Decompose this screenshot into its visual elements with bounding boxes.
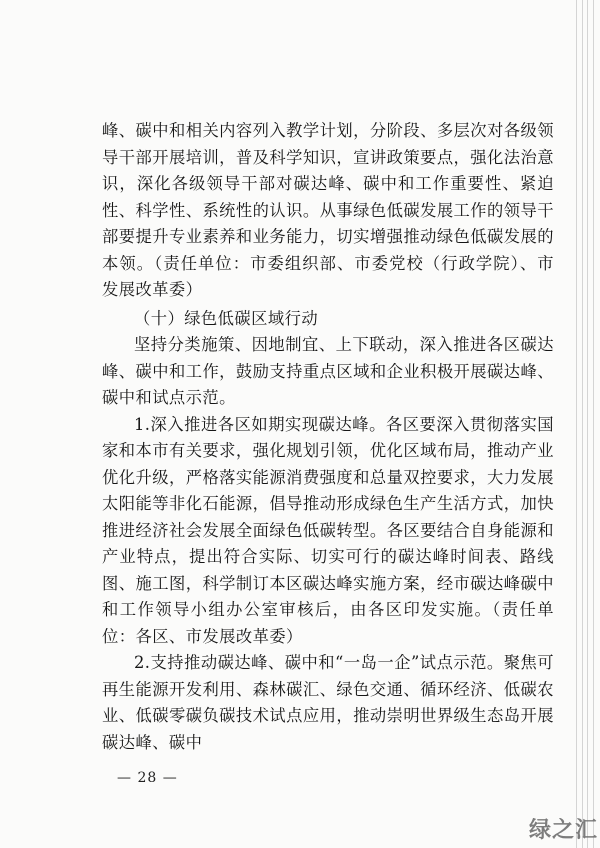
paragraph-intro: 坚持分类施策、因地制宜、上下联动，深入推进各区碳达峰、碳中和工作，鼓励支持重点区域和企业积极开展碳达峰、碳中和试点示范。 bbox=[102, 335, 554, 407]
paragraph-item-1: 1.深入推进各区如期实现碳达峰。各区要深入贯彻落实国家和本市有关要求，强化规划引领，优化区域布局，推动产业优化升级，严格落实能源消费强度和总量双控要求，大力发展太阳能等非化石能源，倡导推动形成绿色生产生活方式，加快推进经济社会发展全面绿色低碳转型。各区要结合自身能源和产业特点，提出符合实际、切实可行的碳达峰时间表、路线图、施工图，科学制订本区碳达峰实施方案，经市碳达峰碳中和工作领导小组办公室审核后，由各区印发实施。（责任单位：各区、市发展改革委） bbox=[102, 414, 554, 646]
edge-line bbox=[593, 0, 594, 848]
paragraph-continuation: 峰、碳中和相关内容列入教学计划，分阶段、多层次对各级领导干部开展培训，普及科学知识，宣讲政策要点，强化法治意识，深化各级领导干部对碳达峰、碳中和工作重要性、紧迫性、科学性、系统性的认识。从事绿色低碳发展工作的领导干部要提升专业素养和业务能力，切实增强推动绿色低碳发展的本领。（责任单位：市委组织部、市委党校（行政学院）、市发展改革委） bbox=[102, 121, 554, 299]
edge-line bbox=[582, 0, 583, 848]
edge-line bbox=[576, 0, 577, 848]
section-heading: （十）绿色低碳区域行动 bbox=[134, 308, 319, 328]
edge-line bbox=[587, 0, 588, 848]
page-number: — 28 — bbox=[117, 770, 178, 786]
paragraph-item-2: 2.支持推动碳达峰、碳中和“一岛一企”试点示范。聚焦可再生能源开发利用、森林碳汇、绿色交通、循环经济、低碳农业、低碳零碳负碳技术试点应用，推动崇明世界级生态岛开展碳达峰、碳中 bbox=[102, 653, 554, 752]
document-body bbox=[102, 118, 554, 756]
page-edge-lines bbox=[576, 0, 594, 848]
watermark-logo: 绿之汇 bbox=[528, 818, 598, 843]
